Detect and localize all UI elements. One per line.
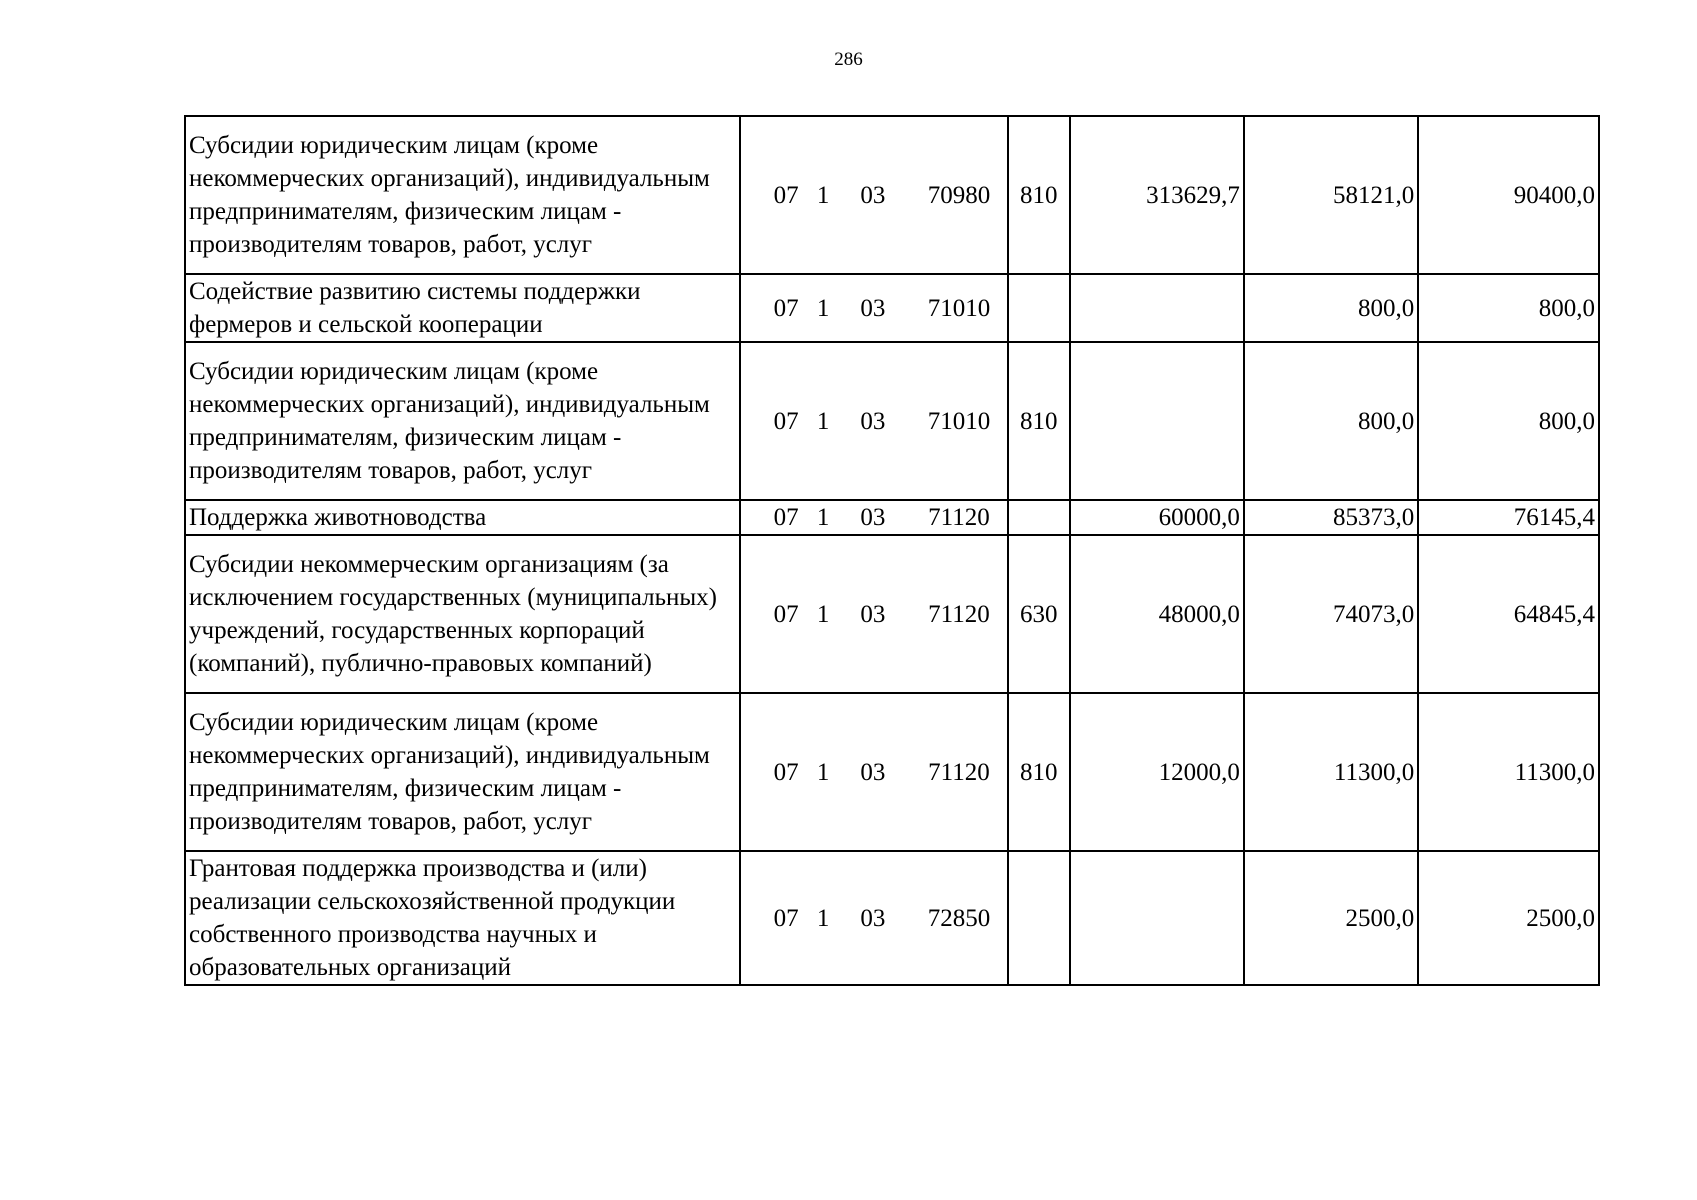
- row-code: [740, 851, 1008, 985]
- row-expense-type: [1008, 500, 1070, 535]
- budget-table: [184, 115, 1600, 986]
- row-sum-3: 800,0: [1418, 274, 1599, 342]
- code-section: 07: [773, 504, 799, 531]
- row-sum-2: 2500,0: [1244, 851, 1418, 985]
- code-program: 1: [816, 504, 830, 531]
- code-direction: 72850: [927, 904, 991, 932]
- code-section: 07: [773, 600, 799, 628]
- row-code: [740, 342, 1008, 500]
- row-sum-3: 64845,4: [1418, 535, 1599, 693]
- row-name: Субсидии юридическим лицам (кроме некоммерческих организаций), индивидуальным предпринимателям, физическим лицам - производителям товаров, работ, услуг: [185, 342, 740, 500]
- row-code: [740, 274, 1008, 342]
- row-name: Субсидии юридическим лицам (кроме некоммерческих организаций), индивидуальным предпринимателям, физическим лицам - производителям товаров, работ, услуг: [185, 116, 740, 274]
- table-row: [185, 851, 1599, 985]
- row-sum-2: 74073,0: [1244, 535, 1418, 693]
- table-row: [185, 342, 1599, 500]
- row-expense-type: 810: [1008, 342, 1070, 500]
- code-program: 1: [816, 181, 830, 209]
- code-program: 1: [816, 758, 830, 786]
- code-direction: 71120: [928, 600, 990, 628]
- row-code: [740, 693, 1008, 851]
- row-sum-1: 60000,0: [1070, 500, 1244, 535]
- row-name: Субсидии юридическим лицам (кроме некоммерческих организаций), индивидуальным предпринимателям, физическим лицам - производителям товаров, работ, услуг: [185, 693, 740, 851]
- row-sum-3: 11300,0: [1418, 693, 1599, 851]
- row-code: [740, 535, 1008, 693]
- code-subprogram: 03: [860, 600, 886, 628]
- row-expense-type: [1008, 851, 1070, 985]
- row-sum-1: [1070, 274, 1244, 342]
- row-sum-3: 800,0: [1418, 342, 1599, 500]
- code-section: 07: [773, 294, 799, 322]
- row-expense-type: 630: [1008, 535, 1070, 693]
- code-subprogram: 03: [860, 904, 886, 932]
- row-sum-1: [1070, 342, 1244, 500]
- row-sum-2: 58121,0: [1244, 116, 1418, 274]
- table-row: [185, 274, 1599, 342]
- row-sum-1: 48000,0: [1070, 535, 1244, 693]
- code-subprogram: 03: [860, 504, 886, 531]
- page-number: 286: [834, 49, 863, 70]
- row-name: Поддержка животноводства: [185, 500, 740, 535]
- row-code: [740, 116, 1008, 274]
- row-sum-1: [1070, 851, 1244, 985]
- row-expense-type: 810: [1008, 693, 1070, 851]
- row-sum-1: 12000,0: [1070, 693, 1244, 851]
- row-name: Грантовая поддержка производства и (или) реализации сельскохозяйственной продукции собственного производства научных и образовательных организаций: [185, 851, 740, 985]
- row-name: Субсидии некоммерческим организациям (за исключением государственных (муниципальных) учреждений, государственных корпораций (компаний), публично-правовых компаний): [185, 535, 740, 693]
- code-subprogram: 03: [860, 758, 886, 786]
- row-sum-3: 76145,4: [1418, 500, 1599, 535]
- code-section: 07: [773, 904, 799, 932]
- code-direction: 70980: [927, 181, 991, 209]
- code-direction: 71120: [928, 504, 990, 531]
- code-program: 1: [816, 600, 830, 628]
- row-sum-3: 2500,0: [1418, 851, 1599, 985]
- code-section: 07: [773, 407, 799, 435]
- table-row: [185, 693, 1599, 851]
- code-direction: 71010: [927, 407, 991, 435]
- row-sum-2: 800,0: [1244, 274, 1418, 342]
- code-program: 1: [816, 407, 830, 435]
- code-section: 07: [773, 181, 799, 209]
- row-expense-type: 810: [1008, 116, 1070, 274]
- row-sum-1: 313629,7: [1070, 116, 1244, 274]
- code-subprogram: 03: [860, 181, 886, 209]
- row-expense-type: [1008, 274, 1070, 342]
- code-section: 07: [773, 758, 799, 786]
- code-subprogram: 03: [860, 294, 886, 322]
- code-program: 1: [816, 904, 830, 932]
- code-program: 1: [816, 294, 830, 322]
- table-row: [185, 116, 1599, 274]
- row-code: [740, 500, 1008, 535]
- row-sum-3: 90400,0: [1418, 116, 1599, 274]
- row-sum-2: 11300,0: [1244, 693, 1418, 851]
- code-direction: 71120: [928, 758, 990, 786]
- row-name: Содействие развитию системы поддержки фермеров и сельской кооперации: [185, 274, 740, 342]
- table-row: [185, 500, 1599, 535]
- row-sum-2: 85373,0: [1244, 500, 1418, 535]
- code-subprogram: 03: [860, 407, 886, 435]
- code-direction: 71010: [927, 294, 991, 322]
- table-row: [185, 535, 1599, 693]
- row-sum-2: 800,0: [1244, 342, 1418, 500]
